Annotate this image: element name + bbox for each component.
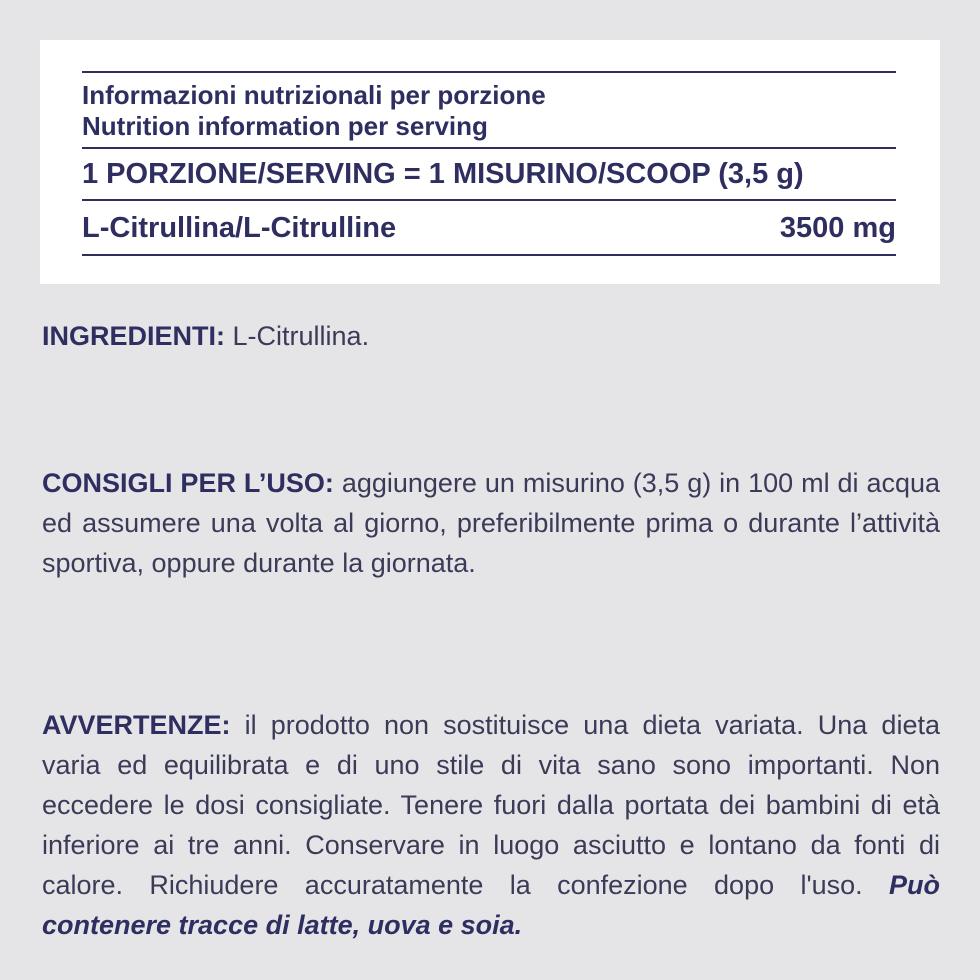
ingredients-label: INGREDIENTI: <box>42 321 226 351</box>
ingredients-section <box>42 316 940 356</box>
usage-label: CONSIGLI PER L’USO: <box>42 468 334 498</box>
ingredients-text: L-Citrullina. <box>232 321 370 351</box>
warnings-label: AVVERTENZE: <box>42 710 231 740</box>
warnings-section <box>42 705 940 945</box>
header-italian: Informazioni nutrizionali per porzione <box>82 80 546 110</box>
nutrient-name: L-Citrullina/L-Citrulline <box>82 212 397 244</box>
allergen-notice: Può contenere tracce di latte, uova e soia. <box>42 870 940 940</box>
usage-section <box>42 463 940 583</box>
serving-size: 1 PORZIONE/SERVING = 1 MISURINO/SCOOP (3,5 g) <box>82 158 804 190</box>
nutrition-panel <box>40 40 940 284</box>
table-bottom-rule <box>82 254 896 256</box>
usage-text: aggiungere un misurino (3,5 g) in 100 ml di acqua ed assumere una volta al giorno, preferibilmente prima o durante l’attività sportiva, oppure durante la giornata. <box>42 468 941 578</box>
header-english: Nutrition information per serving <box>82 111 488 141</box>
table-header <box>82 73 896 147</box>
warnings-text: il prodotto non sostituisce una dieta variata. Una dieta varia ed equilibrata e di uno stile di vita sano sono importanti. Non eccedere le dosi consigliate. Tenere fuori dalla portata dei bambini di età inferiore ai tre anni. Conservare in luogo asciutto e lontano da fonti di calore. Richiudere accuratamente la confezione dopo l'uso. <box>42 710 940 900</box>
nutrition-table <box>82 71 896 256</box>
table-row <box>82 201 896 254</box>
nutrient-amount: 3500 mg <box>779 212 896 244</box>
